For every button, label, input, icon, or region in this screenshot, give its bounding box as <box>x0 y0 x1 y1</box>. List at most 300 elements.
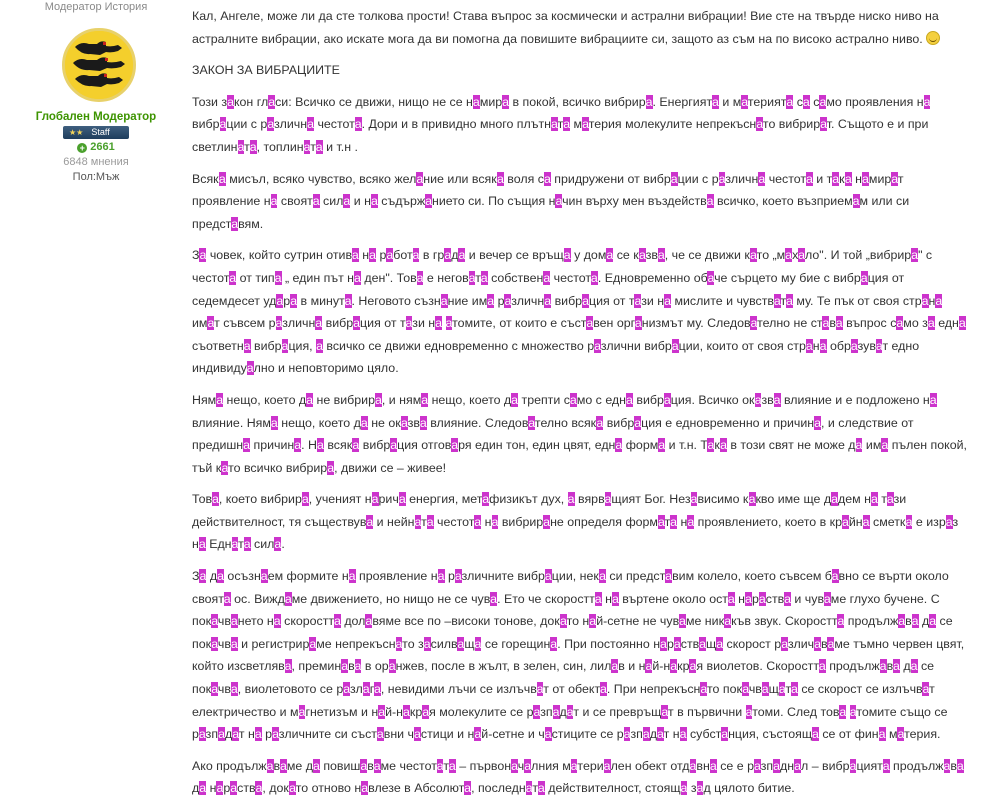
highlighted-letter: а <box>670 171 678 186</box>
highlighted-letter: а <box>376 727 384 742</box>
highlighted-letter: а <box>279 758 287 773</box>
highlighted-letter: а <box>623 727 631 742</box>
highlighted-letter: а <box>638 248 646 263</box>
post-paragraph: За да осъзнаем формите на проявление на различните вибрации, нека си представим колело, което съвсем бавно се върти около своята ос. Виждаме движението, но нищо не се чува. Ето че скоростта на въртене около оста нараства и чуваме глухо бучене. С покачването на скоростта долавяме все по –високи тонове, докато най-сетне не чуваме никакъв звук. Скоростта продължава да се покачва и регистрираме непрекъснато засилваща се горещина. При постоянно нарастваща скорост различаваме тъмно червен цвят, който изсветлява, преминава в оранжев, после в жълт, в зелен, син, лилав и най-накрая виолетов. Скоростта продължава да се покачва, виолетовото се разлага, невидими лъчи се излъчват от обекта. При непрекъснато покачващата се скорост се излъчват електричество и магнетизъм и най-накрая молекулите се разпадат и се превръщат в първични атоми. След това атомите също се разпадат на различните си съставни частици и най-сетне и частиците се разпадат на субстанция, състояща се от фина материя. <box>192 569 965 742</box>
highlighted-letter: а <box>274 270 282 285</box>
highlighted-letter: а <box>219 117 227 132</box>
staff-label: Staff <box>91 127 110 137</box>
highlighted-letter: а <box>303 139 311 154</box>
highlighted-letter: а <box>444 248 452 263</box>
highlighted-letter: а <box>758 171 766 186</box>
highlighted-letter: а <box>831 569 839 584</box>
highlighted-letter: а <box>229 270 237 285</box>
highlighted-letter: а <box>468 270 476 285</box>
highlighted-letter: а <box>943 758 951 773</box>
highlighted-letter: а <box>927 316 935 331</box>
highlighted-letter: а <box>721 727 729 742</box>
highlighted-letter: а <box>849 704 857 719</box>
highlighted-letter: а <box>814 415 822 430</box>
highlighted-letter: а <box>758 591 766 606</box>
highlighted-letter: а <box>403 704 410 719</box>
highlighted-letter: а <box>835 316 843 331</box>
highlighted-letter: а <box>745 704 753 719</box>
highlighted-letter: а <box>773 293 781 308</box>
highlighted-letter: а <box>634 415 642 430</box>
highlighted-letter: а <box>590 270 598 285</box>
highlighted-letter: а <box>474 636 482 651</box>
highlighted-letter: а <box>718 171 726 186</box>
highlighted-letter: а <box>416 270 424 285</box>
highlighted-letter: а <box>791 682 798 697</box>
highlighted-letter: а <box>569 392 577 407</box>
highlighted-letter: а <box>958 316 966 331</box>
highlighted-letter: а <box>781 636 788 651</box>
highlighted-letter: а <box>454 569 462 584</box>
highlighted-letter: а <box>689 659 697 674</box>
highlighted-letter: а <box>312 194 320 209</box>
highlighted-letter: а <box>348 569 356 584</box>
highlighted-letter: а <box>837 614 845 629</box>
coat-of-arms-icon <box>65 31 133 99</box>
highlighted-letter: а <box>298 704 306 719</box>
highlighted-letter: а <box>551 117 558 132</box>
highlighted-letter: а <box>670 659 678 674</box>
highlighted-letter: а <box>502 94 510 109</box>
highlighted-letter: а <box>255 781 263 796</box>
highlighted-letter: а <box>341 659 349 674</box>
highlighted-letter: а <box>270 415 278 430</box>
highlighted-letter: а <box>741 94 748 109</box>
highlighted-letter: а <box>720 438 727 453</box>
highlighted-letter: а <box>301 492 309 507</box>
highlighted-letter: а <box>198 727 206 742</box>
highlighted-letter: а <box>956 758 964 773</box>
highlighted-letter: а <box>496 171 504 186</box>
highlighted-letter: а <box>207 316 215 331</box>
highlighted-letter: а <box>773 392 781 407</box>
highlighted-letter: а <box>216 781 224 796</box>
highlighted-letter: а <box>390 438 398 453</box>
highlighted-letter: а <box>798 248 806 263</box>
highlighted-letter: а <box>544 727 552 742</box>
highlighted-letter: а <box>600 682 607 697</box>
highlighted-letter: а <box>756 117 763 132</box>
highlighted-letter: а <box>707 438 715 453</box>
highlighted-letter: а <box>275 316 283 331</box>
highlighted-letter: а <box>875 338 883 353</box>
highlighted-letter: а <box>536 682 544 697</box>
highlighted-letter: а <box>211 492 219 507</box>
highlighted-letter: а <box>657 514 665 529</box>
avatar[interactable] <box>62 28 136 102</box>
highlighted-letter: а <box>850 338 858 353</box>
highlighted-letter: а <box>727 591 735 606</box>
highlighted-letter: а <box>687 514 695 529</box>
highlighted-letter: а <box>490 591 498 606</box>
highlighted-letter: а <box>451 438 459 453</box>
highlighted-letter: а <box>707 270 715 285</box>
highlighted-letter: а <box>353 316 361 331</box>
highlighted-letter: а <box>805 338 813 353</box>
highlighted-letter: а <box>673 636 681 651</box>
highlighted-letter: а <box>748 492 756 507</box>
highlighted-letter: а <box>657 248 665 263</box>
highlighted-letter: а <box>246 361 254 376</box>
highlighted-letter: а <box>870 492 878 507</box>
highlighted-letter: а <box>243 338 251 353</box>
post-paragraph: За човек, който сутрин отива на работа в града и вечер се връща у дома се казва, че се движи като „махало". И той „вибрира" с честота от типа „ един път на ден". Това е неговата собствена честота. Едновременно обаче сърцето му бие с вибрация от седемдесет удара в минута. Неговото съзнание има различна вибрация от тази на мислите и чувствата му. Те пък от своя страна имат съвсем различна вибрация от тази на атомите, от които е съставен организмът му. Следователно не става въпрос само за една съответна вибрация, а всичко се движи едновременно с множество различни вибрации, които от своя страна образуват едно индивидуално и неповторимо цяло. <box>192 248 966 376</box>
highlighted-letter: а <box>231 216 239 231</box>
highlighted-letter: а <box>839 704 847 719</box>
post-paragraph: Няма нещо, което да не вибрира, и няма нещо, което да трепти само с една вибрация. Всичко оказва влияние и е подложено на влияние. Няма нещо, което да не оказва влияние. Следователно всяка вибрация е едновременно и причина, и следствие от предишна причина. На всяка вибрация отговаря един тон, един цвят, една форма и т.н. Така в този свят не може да има пълен покой, тъй като всичко вибрира, движи се – живее! <box>192 392 967 475</box>
highlighted-letter: а <box>388 659 396 674</box>
highlighted-letter: а <box>784 591 791 606</box>
highlighted-letter: а <box>544 293 552 308</box>
highlighted-letter: а <box>525 781 533 796</box>
highlighted-letter: а <box>354 117 362 132</box>
highlighted-letter: а <box>794 758 802 773</box>
highlighted-letter: а <box>511 758 518 773</box>
highlighted-letter: а <box>711 94 719 109</box>
highlighted-letter: а <box>414 514 422 529</box>
highlighted-letter: а <box>599 569 606 584</box>
highlighted-letter: а <box>611 659 619 674</box>
highlighted-letter: а <box>307 117 314 132</box>
highlighted-letter: а <box>221 460 229 475</box>
highlighted-letter: а <box>344 293 352 308</box>
highlighted-letter: а <box>230 682 238 697</box>
highlighted-letter: а <box>886 492 894 507</box>
post-paragraph: Този закон гласи: Всичко се движи, нищо не се намира в покой, всичко вибрира. Енергията и материята са само проявления на вибрации с различна честота. Дори и в привидно много плътната материя молекулите непрекъснато вибрират. Същото е и при светлината, топлината и т.н . <box>192 94 931 154</box>
highlighted-letter: а <box>820 117 827 132</box>
highlighted-letter: а <box>533 704 541 719</box>
highlighted-letter: а <box>199 781 207 796</box>
highlighted-letter: а <box>611 591 619 606</box>
highlighted-letter: а <box>354 659 362 674</box>
highlighted-letter: а <box>680 781 688 796</box>
highlighted-letter: а <box>360 415 368 430</box>
highlighted-letter: а <box>823 591 831 606</box>
highlighted-letter: а <box>582 293 589 308</box>
staff-badge <box>63 126 129 139</box>
highlighted-letter: а <box>761 682 769 697</box>
highlighted-letter: а <box>422 704 430 719</box>
highlighted-letter: а <box>812 727 819 742</box>
highlighted-letter: а <box>852 194 860 209</box>
gender: Пол:Мъж <box>72 171 120 183</box>
highlighted-letter: а <box>881 438 889 453</box>
highlighted-letter: а <box>724 614 732 629</box>
highlighted-letter: а <box>315 316 323 331</box>
highlighted-letter: а <box>230 781 238 796</box>
highlighted-letter: а <box>552 704 560 719</box>
reputation-count: 2661 <box>90 141 115 153</box>
posts-count: 6848 мнения <box>63 156 129 168</box>
highlighted-letter: а <box>670 514 678 529</box>
highlighted-letter: а <box>281 338 289 353</box>
highlighted-letter: а <box>689 758 697 773</box>
highlighted-letter: а <box>778 682 786 697</box>
post-body <box>192 0 972 809</box>
highlighted-letter: а <box>457 636 465 651</box>
highlighted-letter: а <box>474 727 482 742</box>
highlighted-letter: а <box>882 758 890 773</box>
highlighted-letter: а <box>696 781 704 796</box>
highlighted-letter: а <box>582 117 589 132</box>
highlighted-letter: а <box>910 659 918 674</box>
highlighted-letter: а <box>921 293 929 308</box>
highlighted-letter: а <box>218 171 226 186</box>
highlighted-letter: а <box>472 94 480 109</box>
highlighted-letter: а <box>218 727 225 742</box>
highlighted-letter: а <box>905 514 913 529</box>
highlighted-letter: а <box>360 758 368 773</box>
highlighted-letter: а <box>249 139 257 154</box>
reputation[interactable] <box>0 141 192 153</box>
highlighted-letter: а <box>416 171 424 186</box>
highlighted-letter: а <box>709 758 717 773</box>
highlighted-letter: а <box>855 438 863 453</box>
highlighted-letter: а <box>435 316 443 331</box>
highlighted-letter: а <box>911 248 919 263</box>
highlighted-letter: а <box>849 758 857 773</box>
highlighted-letter: а <box>699 636 706 651</box>
highlighted-letter: а <box>284 659 292 674</box>
highlighted-letter: а <box>544 569 552 584</box>
highlighted-letter: а <box>395 636 403 651</box>
highlighted-letter: а <box>309 636 317 651</box>
highlighted-letter: а <box>230 614 238 629</box>
highlighted-letter: а <box>425 194 433 209</box>
highlighted-letter: а <box>841 514 849 529</box>
highlighted-letter: а <box>819 338 827 353</box>
highlighted-letter: а <box>563 117 571 132</box>
highlighted-letter: а <box>217 569 224 584</box>
highlighted-letter: а <box>543 514 551 529</box>
highlighted-letter: а <box>819 94 827 109</box>
highlighted-letter: а <box>491 514 499 529</box>
post-paragraph: Всяка мисъл, всяко чувство, всяко желание или всяка воля са придружени от вибрации с различна честота и така намират проявление на своята сила и на съдържанието си. По същия начин върху мен въздейства всичко, което възприемам или си представям. <box>192 171 910 231</box>
highlighted-letter: а <box>814 636 822 651</box>
highlighted-letter: а <box>567 492 575 507</box>
highlighted-letter: а <box>289 781 296 796</box>
highlighted-letter: а <box>272 727 279 742</box>
highlighted-letter: а <box>211 636 218 651</box>
highlighted-letter: а <box>365 614 373 629</box>
highlighted-letter: а <box>440 293 448 308</box>
highlighted-letter: а <box>589 614 597 629</box>
highlighted-letter: а <box>716 636 724 651</box>
highlighted-letter: а <box>642 727 650 742</box>
highlighted-letter: а <box>223 591 231 606</box>
highlighted-letter: а <box>550 636 558 651</box>
highlighted-letter: а <box>487 293 495 308</box>
highlighted-letter: а <box>412 248 420 263</box>
highlighted-letter: а <box>879 659 887 674</box>
star-icon: ★★ <box>69 128 84 137</box>
highlighted-letter: а <box>543 270 551 285</box>
highlighted-letter: а <box>661 704 668 719</box>
highlighted-letter: а <box>306 392 314 407</box>
highlighted-letter: а <box>945 514 953 529</box>
highlighted-letter: а <box>706 194 714 209</box>
highlighted-letter: а <box>754 392 762 407</box>
highlighted-letter: а <box>563 248 571 263</box>
highlighted-letter: а <box>750 316 758 331</box>
highlighted-letter: а <box>211 682 218 697</box>
highlighted-letter: а <box>844 171 852 186</box>
highlighted-letter: а <box>370 194 378 209</box>
highlighted-letter: а <box>832 171 840 186</box>
highlighted-letter: а <box>805 171 813 186</box>
highlighted-letter: а <box>312 758 320 773</box>
highlighted-letter: а <box>317 438 324 453</box>
highlighted-letter: а <box>862 171 869 186</box>
highlighted-letter: а <box>559 614 567 629</box>
highlighted-letter: а <box>935 293 943 308</box>
highlighted-letter: а <box>199 248 207 263</box>
highlighted-letter: а <box>270 194 278 209</box>
highlighted-letter: а <box>373 758 381 773</box>
highlighted-letter: а <box>923 94 931 109</box>
highlighted-letter: а <box>671 338 679 353</box>
post-paragraph: Ако продължаваме да повишаваме честотата – първоначалния материален обект отдавна се е разпаднал – вибрацията продължава да нараства, докато отново навлезе в Абсолюта, последната действителност, стояща зад цялото битие. <box>192 758 964 796</box>
highlighted-letter: а <box>929 614 937 629</box>
highlighted-letter: а <box>664 293 671 308</box>
highlighted-letter: а <box>831 492 839 507</box>
highlighted-letter: а <box>316 338 323 353</box>
highlighted-letter: а <box>504 293 512 308</box>
highlighted-letter: а <box>199 569 207 584</box>
highlighted-letter: а <box>773 758 781 773</box>
highlighted-letter: а <box>327 460 335 475</box>
highlighted-letter: а <box>284 591 292 606</box>
highlighted-letter: а <box>929 392 937 407</box>
highlighted-letter: а <box>464 781 472 796</box>
highlighted-letter: а <box>436 758 444 773</box>
highlighted-letter: а <box>603 758 611 773</box>
highlighted-letter: а <box>615 438 623 453</box>
highlighted-letter: а <box>366 514 374 529</box>
highlighted-letter: а <box>267 117 275 132</box>
highlighted-letter: а <box>596 415 604 430</box>
highlighted-letter: а <box>400 415 408 430</box>
highlighted-letter: а <box>243 438 251 453</box>
highlighted-letter: а <box>891 171 898 186</box>
highlighted-letter: а <box>361 781 369 796</box>
highlighted-letter: а <box>423 636 431 651</box>
highlighted-letter: а <box>274 537 282 552</box>
highlighted-letter: а <box>480 270 488 285</box>
highlighted-letter: а <box>231 537 239 552</box>
highlighted-letter: а <box>566 704 574 719</box>
highlighted-letter: а <box>658 438 666 453</box>
highlighted-letter: а <box>405 316 413 331</box>
highlighted-letter: а <box>802 94 810 109</box>
highlighted-letter: а <box>230 636 238 651</box>
highlighted-letter: а <box>354 270 361 285</box>
author-title: Модератор История <box>44 1 148 13</box>
highlighted-letter: а <box>786 293 793 308</box>
highlighted-letter: а <box>273 614 281 629</box>
highlighted-letter: а <box>700 682 708 697</box>
highlighted-letter: а <box>897 727 905 742</box>
post-paragraph: Това, което вибрира, ученият нарича енергия, метафизикът дух, а вярващият Бог. Независимо какво име ще дадем на тази действителност, тя съществува и нейната честота на вибриране определя формата на проявлението, което в крайна сметка е израз на Едната сила. <box>192 492 959 552</box>
highlighted-letter: а <box>750 248 757 263</box>
highlighted-letter: а <box>555 194 563 209</box>
highlighted-letter: а <box>657 727 664 742</box>
highlighted-letter: а <box>373 682 381 697</box>
highlighted-letter: а <box>378 704 386 719</box>
highlighted-letter: а <box>878 727 886 742</box>
highlighted-letter: а <box>665 569 673 584</box>
highlighted-letter: а <box>896 316 904 331</box>
highlighted-letter: а <box>511 392 519 407</box>
highlighted-letter: а <box>570 758 578 773</box>
highlighted-letter: а <box>679 614 686 629</box>
highlighted-letter: а <box>276 293 284 308</box>
highlighted-letter: а <box>398 492 406 507</box>
highlighted-letter: а <box>386 248 394 263</box>
highlighted-letter: а <box>294 438 302 453</box>
highlighted-letter: а <box>374 392 382 407</box>
highlighted-letter: а <box>860 270 868 285</box>
highlighted-letter: а <box>524 758 532 773</box>
highlighted-letter: а <box>922 682 930 697</box>
highlighted-letter: а <box>260 569 268 584</box>
highlighted-letter: а <box>419 415 427 430</box>
highlighted-letter: а <box>679 727 687 742</box>
highlighted-letter: а <box>315 139 323 154</box>
highlighted-letter: а <box>663 392 671 407</box>
highlighted-letter: а <box>482 492 490 507</box>
highlighted-letter: а <box>645 659 653 674</box>
post-heading: ЗАКОН ЗА ВИБРАЦИИТЕ <box>192 63 340 78</box>
highlighted-letter: а <box>604 492 612 507</box>
highlighted-letter: а <box>898 614 906 629</box>
highlighted-letter: а <box>343 682 350 697</box>
highlighted-letter: а <box>893 659 900 674</box>
highlighted-letter: а <box>634 293 642 308</box>
highlighted-letter: а <box>227 94 234 109</box>
highlighted-letter: а <box>445 316 453 331</box>
highlighted-letter: а <box>198 537 206 552</box>
highlighted-letter: а <box>543 171 551 186</box>
highlighted-letter: а <box>362 682 370 697</box>
highlighted-letter: а <box>458 248 466 263</box>
highlighted-letter: а <box>369 248 376 263</box>
highlighted-letter: а <box>745 591 752 606</box>
highlighted-letter: а <box>634 316 642 331</box>
plus-circle-icon: + <box>77 143 87 153</box>
highlighted-letter: а <box>818 659 826 674</box>
highlighted-letter: а <box>690 492 698 507</box>
highlighted-letter: а <box>351 248 359 263</box>
highlighted-letter: а <box>660 636 667 651</box>
highlighted-letter: а <box>645 94 653 109</box>
highlighted-letter: а <box>421 392 429 407</box>
highlighted-letter: а <box>753 758 761 773</box>
highlighted-letter: а <box>827 636 835 651</box>
group-name: Глобален Модератор <box>35 111 157 123</box>
highlighted-letter: а <box>333 614 341 629</box>
highlighted-letter: а <box>426 514 434 529</box>
highlighted-letter: а <box>216 392 224 407</box>
highlighted-letter: а <box>785 248 793 263</box>
highlighted-letter: а <box>243 537 251 552</box>
highlighted-letter: а <box>594 338 601 353</box>
highlighted-letter: а <box>594 591 602 606</box>
